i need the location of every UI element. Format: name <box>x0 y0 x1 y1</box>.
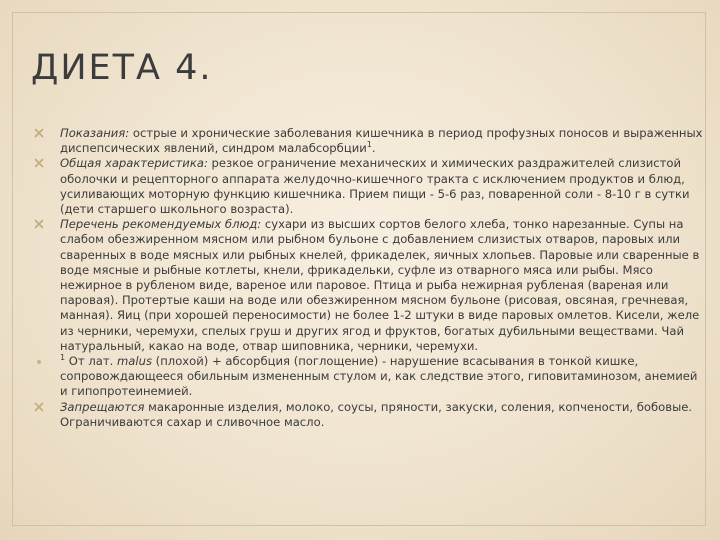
list-item-indications <box>34 126 706 156</box>
x-cross-icon <box>34 158 44 168</box>
item-text: острые и хронические заболевания кишечника в период профузных поносов и выраженных диспепсических явлений, синдром малабсорбции <box>60 126 703 156</box>
item-label: Показания: <box>60 126 130 140</box>
x-cross-icon <box>34 219 44 229</box>
footnote-prefix: От лат. <box>65 354 117 369</box>
bullet-list <box>34 126 706 430</box>
list-item-prohibited <box>34 400 706 430</box>
item-text: (плохой) + абсорбция (поглощение) - нарушение всасывания в тонкой кишке, сопровождающееся обильным измененным стулом и, как следствие этого, гиповитаминозом, анемией и гипопротеинемией. <box>60 354 698 399</box>
slide-title: ДИЕТА 4. <box>31 48 213 88</box>
footnote-ref: 1 <box>366 140 372 150</box>
list-item-recommended <box>34 217 706 354</box>
list-item-footnote <box>34 354 706 400</box>
dot-icon <box>37 360 41 364</box>
item-text-end: . <box>371 141 376 156</box>
item-label: Запрещаются <box>60 399 145 414</box>
item-text: макаронные изделия, молоко, соусы, пряности, закуски, соления, копчености, бобовые. Ограничиваются сахар и сливочное масло. <box>60 399 693 429</box>
x-cross-icon <box>34 128 44 138</box>
item-label: Общая характеристика: <box>60 156 208 171</box>
item-text: резкое ограничение механических и химических раздражителей слизистой оболочки и рецепторного аппарата желудочно-кишечного тракта с исключением продуктов и блюд, усиливающих моторную функцию кишечника. Прием пищи - 5-6 раз, поваренной соли - 8-10 г в сутки (дети старшего школьного возраста). <box>60 156 690 217</box>
item-text: сухари из высших сортов белого хлеба, тонко нарезанные. Супы на слабом обезжиренном мясном или рыбном бульоне с добавлением слизистых отваров, паровых или сваренных в воде мясных или рыбных кнелей, фрикаделек, яичных хлопьев. Паровые или сваренные в воде мясные и рыбные котлеты, кнели, фрикадельки, суфле из отварного мяса или рыбы. Мясо нежирное в рубленом виде, вареное или паровое. Птица и рыба нежирная рубленая (вареная или паровая). Протертые каши на воде или обезжиренном мясном бульоне (рисовая, овсяная, гречневая, манная). Яиц (при хорошей переносимости) не более 1-2 штуки в виде паровых омлетов. Кисели, желе из черники, черемухи, спелых груш и других ягод и фруктов, богатых дубильными веществами. Чай натуральный, какао на воде, отвар шиповника, черники, черемухи. <box>60 217 700 353</box>
list-item-characteristics <box>34 156 706 217</box>
footnote-latin: malus <box>116 354 152 369</box>
footnote-number: 1 <box>60 353 66 363</box>
item-label: Перечень рекомендуемых блюд: <box>60 217 262 232</box>
x-cross-icon <box>34 402 44 412</box>
